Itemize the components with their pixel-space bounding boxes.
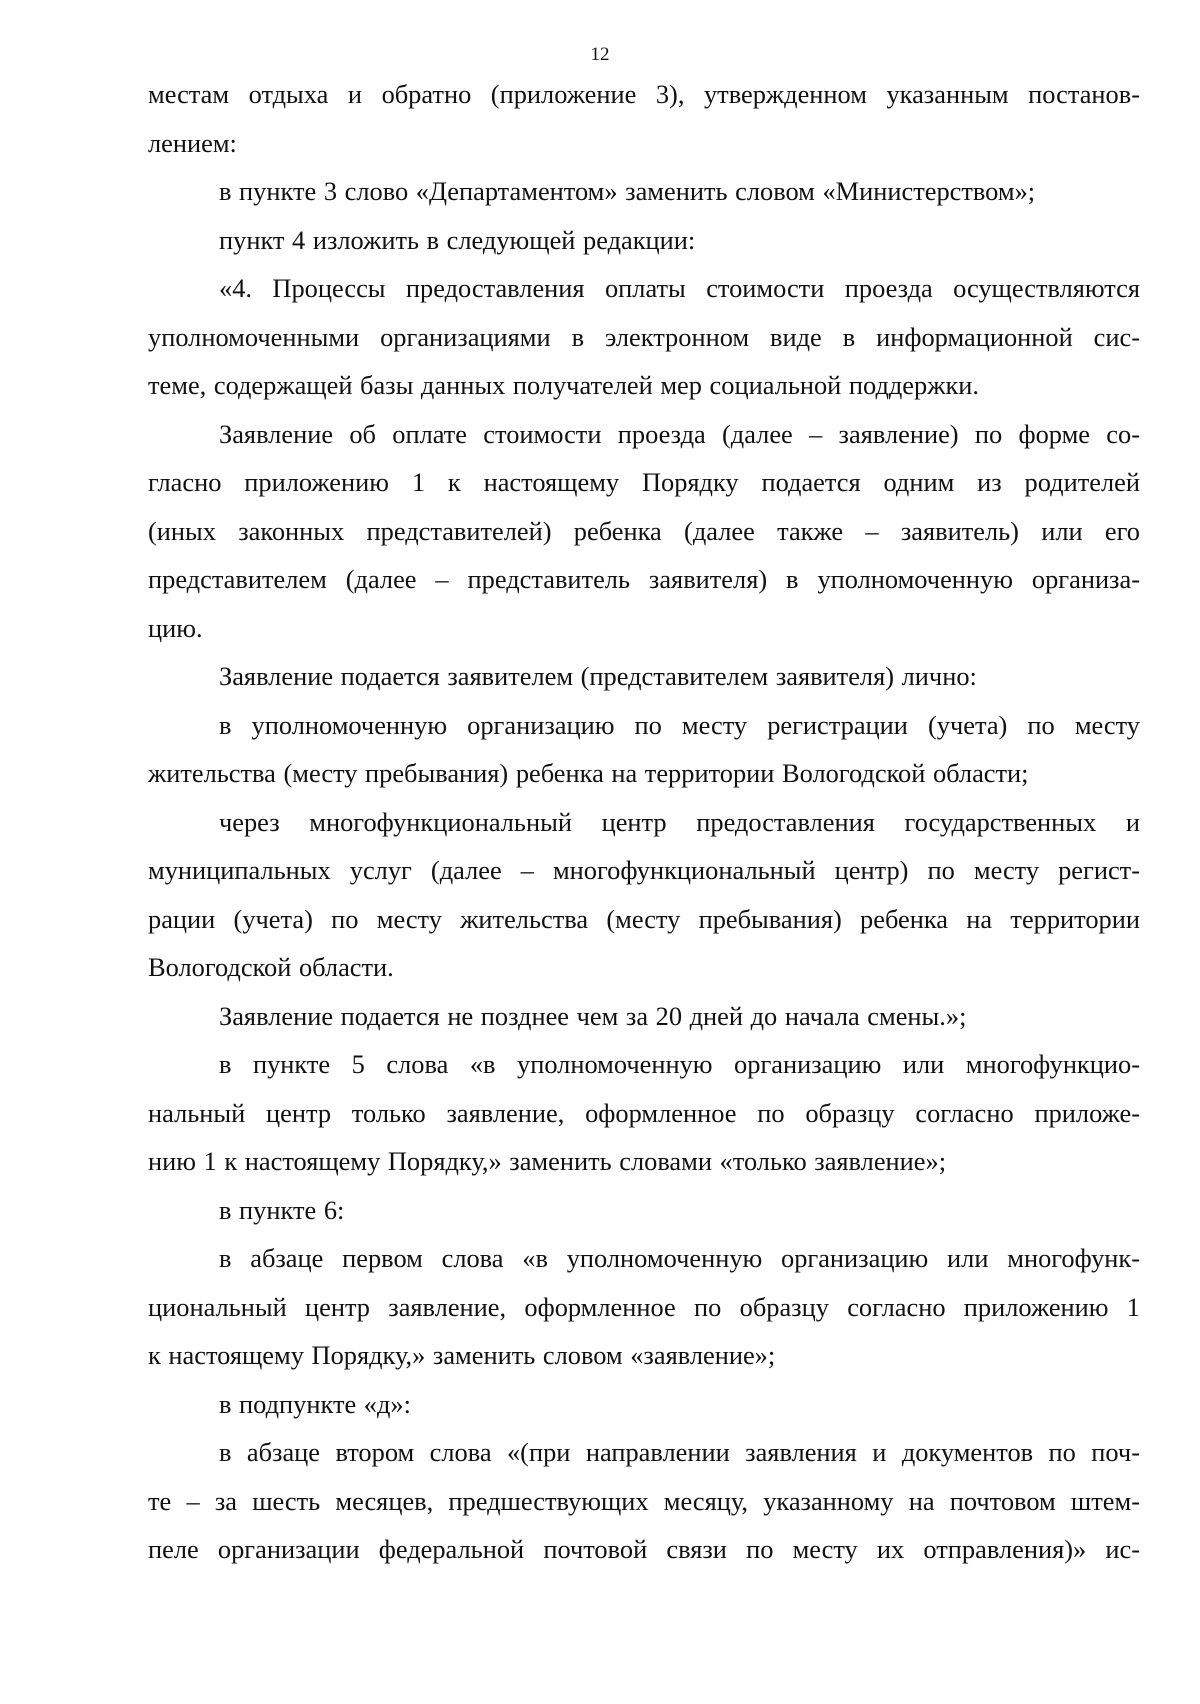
text-line: лением: [148,127,237,158]
text-line: нальный центр только заявление, оформленное по образцу согласно приложе- [148,1097,1140,1128]
text-line: пункт 4 изложить в следующей редакции: [219,224,696,255]
text-line: теме, содержащей базы данных получателей мер социальной поддержки. [148,370,979,400]
text-line: местам отдыха и обратно (приложение 3), утвержденном указанным постанов- [148,79,1140,109]
text-line: «4. Процессы предоставления оплаты стоимости проезда осуществляются [219,273,1140,303]
text-line: через многофункциональный центр предоставления государственных и [219,806,1140,837]
text-line: к настоящему Порядку,» заменить словом «заявление»; [148,1340,776,1370]
text-line: муниципальных услуг (далее – многофункциональный центр) по месту регист- [148,855,1140,885]
text-line: жительства (месту пребывания) ребенка на территории Вологодской области; [148,758,1029,788]
page-number: 12 [590,44,610,65]
text-line: Заявление подается не позднее чем за 20 дней до начала смены.»; [219,1000,967,1031]
text-line: рации (учета) по месту жительства (месту пребывания) ребенка на территории [148,903,1140,934]
text-line: цию. [148,612,203,643]
text-line: (иных законных представителей) ребенка (далее также – заявитель) или его [148,515,1140,546]
text-line: уполномоченными организациями в электронном виде в информационной сис- [148,321,1140,352]
text-line: в пункте 3 слово «Департаментом» заменить словом «Министерством»; [219,176,1036,206]
text-line: Заявление подается заявителем (представителем заявителя) лично: [219,661,977,691]
text-line: в пункте 5 слова «в уполномоченную организацию или многофункцио- [219,1049,1140,1079]
text-line: Вологодской области. [148,952,394,982]
document-body [148,70,1140,1574]
text-line: представителем (далее – представитель заявителя) в уполномоченную организа- [148,564,1140,594]
text-line: пеле организации федеральной почтовой связи по месту их отправления)» ис- [148,1534,1140,1564]
text-line: циональный центр заявление, оформленное по образцу согласно приложению 1 [148,1291,1140,1322]
text-line: те – за шесть месяцев, предшествующих месяцу, указанному на почтовом штем- [148,1485,1140,1516]
text-line: гласно приложению 1 к настоящему Порядку подается одним из родителей [148,467,1140,497]
text-line: в уполномоченную организацию по месту регистрации (учета) по месту [219,709,1140,740]
text-line: нию 1 к настоящему Порядку,» заменить словами «только заявление»; [148,1146,947,1176]
text-line: в абзаце первом слова «в уполномоченную организацию или многофунк- [219,1243,1140,1273]
text-line: в подпункте «д»: [219,1388,411,1419]
text-line: в пункте 6: [219,1194,345,1225]
text-line: Заявление об оплате стоимости проезда (далее – заявление) по форме со- [219,418,1140,449]
text-line: в абзаце втором слова «(при направлении заявления и документов по поч- [219,1437,1140,1467]
